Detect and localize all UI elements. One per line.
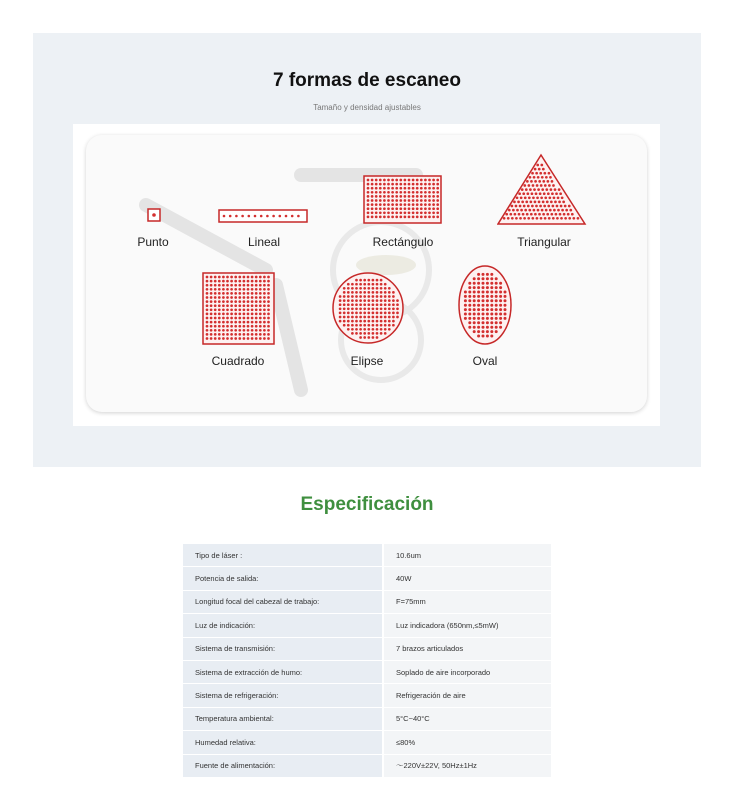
spec-value: Soplado de aire incorporado	[383, 660, 551, 683]
spec-value: 7 brazos articulados	[383, 637, 551, 660]
spec-row	[183, 660, 551, 683]
elipse-shape	[331, 271, 405, 345]
spec-row	[183, 731, 551, 754]
spec-row	[183, 684, 551, 707]
spec-value: 10.6um	[383, 544, 551, 567]
spec-key: Potencia de salida:	[183, 567, 383, 590]
spec-row	[183, 590, 551, 613]
lineal-shape	[218, 209, 310, 225]
spec-row	[183, 614, 551, 637]
section-title: 7 formas de escaneo	[273, 70, 461, 91]
spec-value: 40W	[383, 567, 551, 590]
section-subtitle: Tamaño y densidad ajustables	[313, 103, 421, 112]
spec-value: ～220V±22V, 50Hz±1Hz	[383, 754, 551, 777]
triangular-label: Triangular	[517, 235, 571, 249]
shapes-card	[86, 135, 647, 412]
spec-row	[183, 707, 551, 730]
elipse-label: Elipse	[350, 354, 384, 368]
lineal-label: Lineal	[247, 235, 281, 249]
spec-row	[183, 567, 551, 590]
spec-value: Luz indicadora (650nm,≤5mW)	[383, 614, 551, 637]
spec-key: Temperatura ambiental:	[183, 707, 383, 730]
rectangulo-label: Rectángulo	[372, 235, 434, 249]
oval-shape	[457, 264, 513, 346]
cuadrado-shape	[202, 272, 276, 346]
spec-key: Humedad relativa:	[183, 731, 383, 754]
spec-key: Fuente de alimentación:	[183, 754, 383, 777]
spec-value: Refrigeración de aire	[383, 684, 551, 707]
spec-title: Especificación	[300, 494, 434, 515]
spec-key: Longitud focal del cabezal de trabajo:	[183, 590, 383, 613]
scan-shapes-panel	[33, 33, 701, 467]
spec-value: F=75mm	[383, 590, 551, 613]
oval-label: Oval	[472, 354, 498, 368]
spec-key: Tipo de láser :	[183, 544, 383, 567]
rectangulo-shape	[363, 175, 443, 225]
spec-key: Luz de indicación:	[183, 614, 383, 637]
spec-table	[183, 544, 551, 778]
punto-shape	[147, 208, 163, 224]
spec-value: ≤80%	[383, 731, 551, 754]
cuadrado-label: Cuadrado	[211, 354, 265, 368]
shapes-image-frame	[73, 124, 660, 426]
spec-row	[183, 637, 551, 660]
spec-key: Sistema de refrigeración:	[183, 684, 383, 707]
spec-key: Sistema de extracción de humo:	[183, 660, 383, 683]
spec-key: Sistema de transmisión:	[183, 637, 383, 660]
punto-label: Punto	[137, 235, 169, 249]
spec-row	[183, 754, 551, 777]
spec-value: 5°C~40°C	[383, 707, 551, 730]
spec-row	[183, 544, 551, 567]
triangular-shape	[497, 153, 587, 227]
